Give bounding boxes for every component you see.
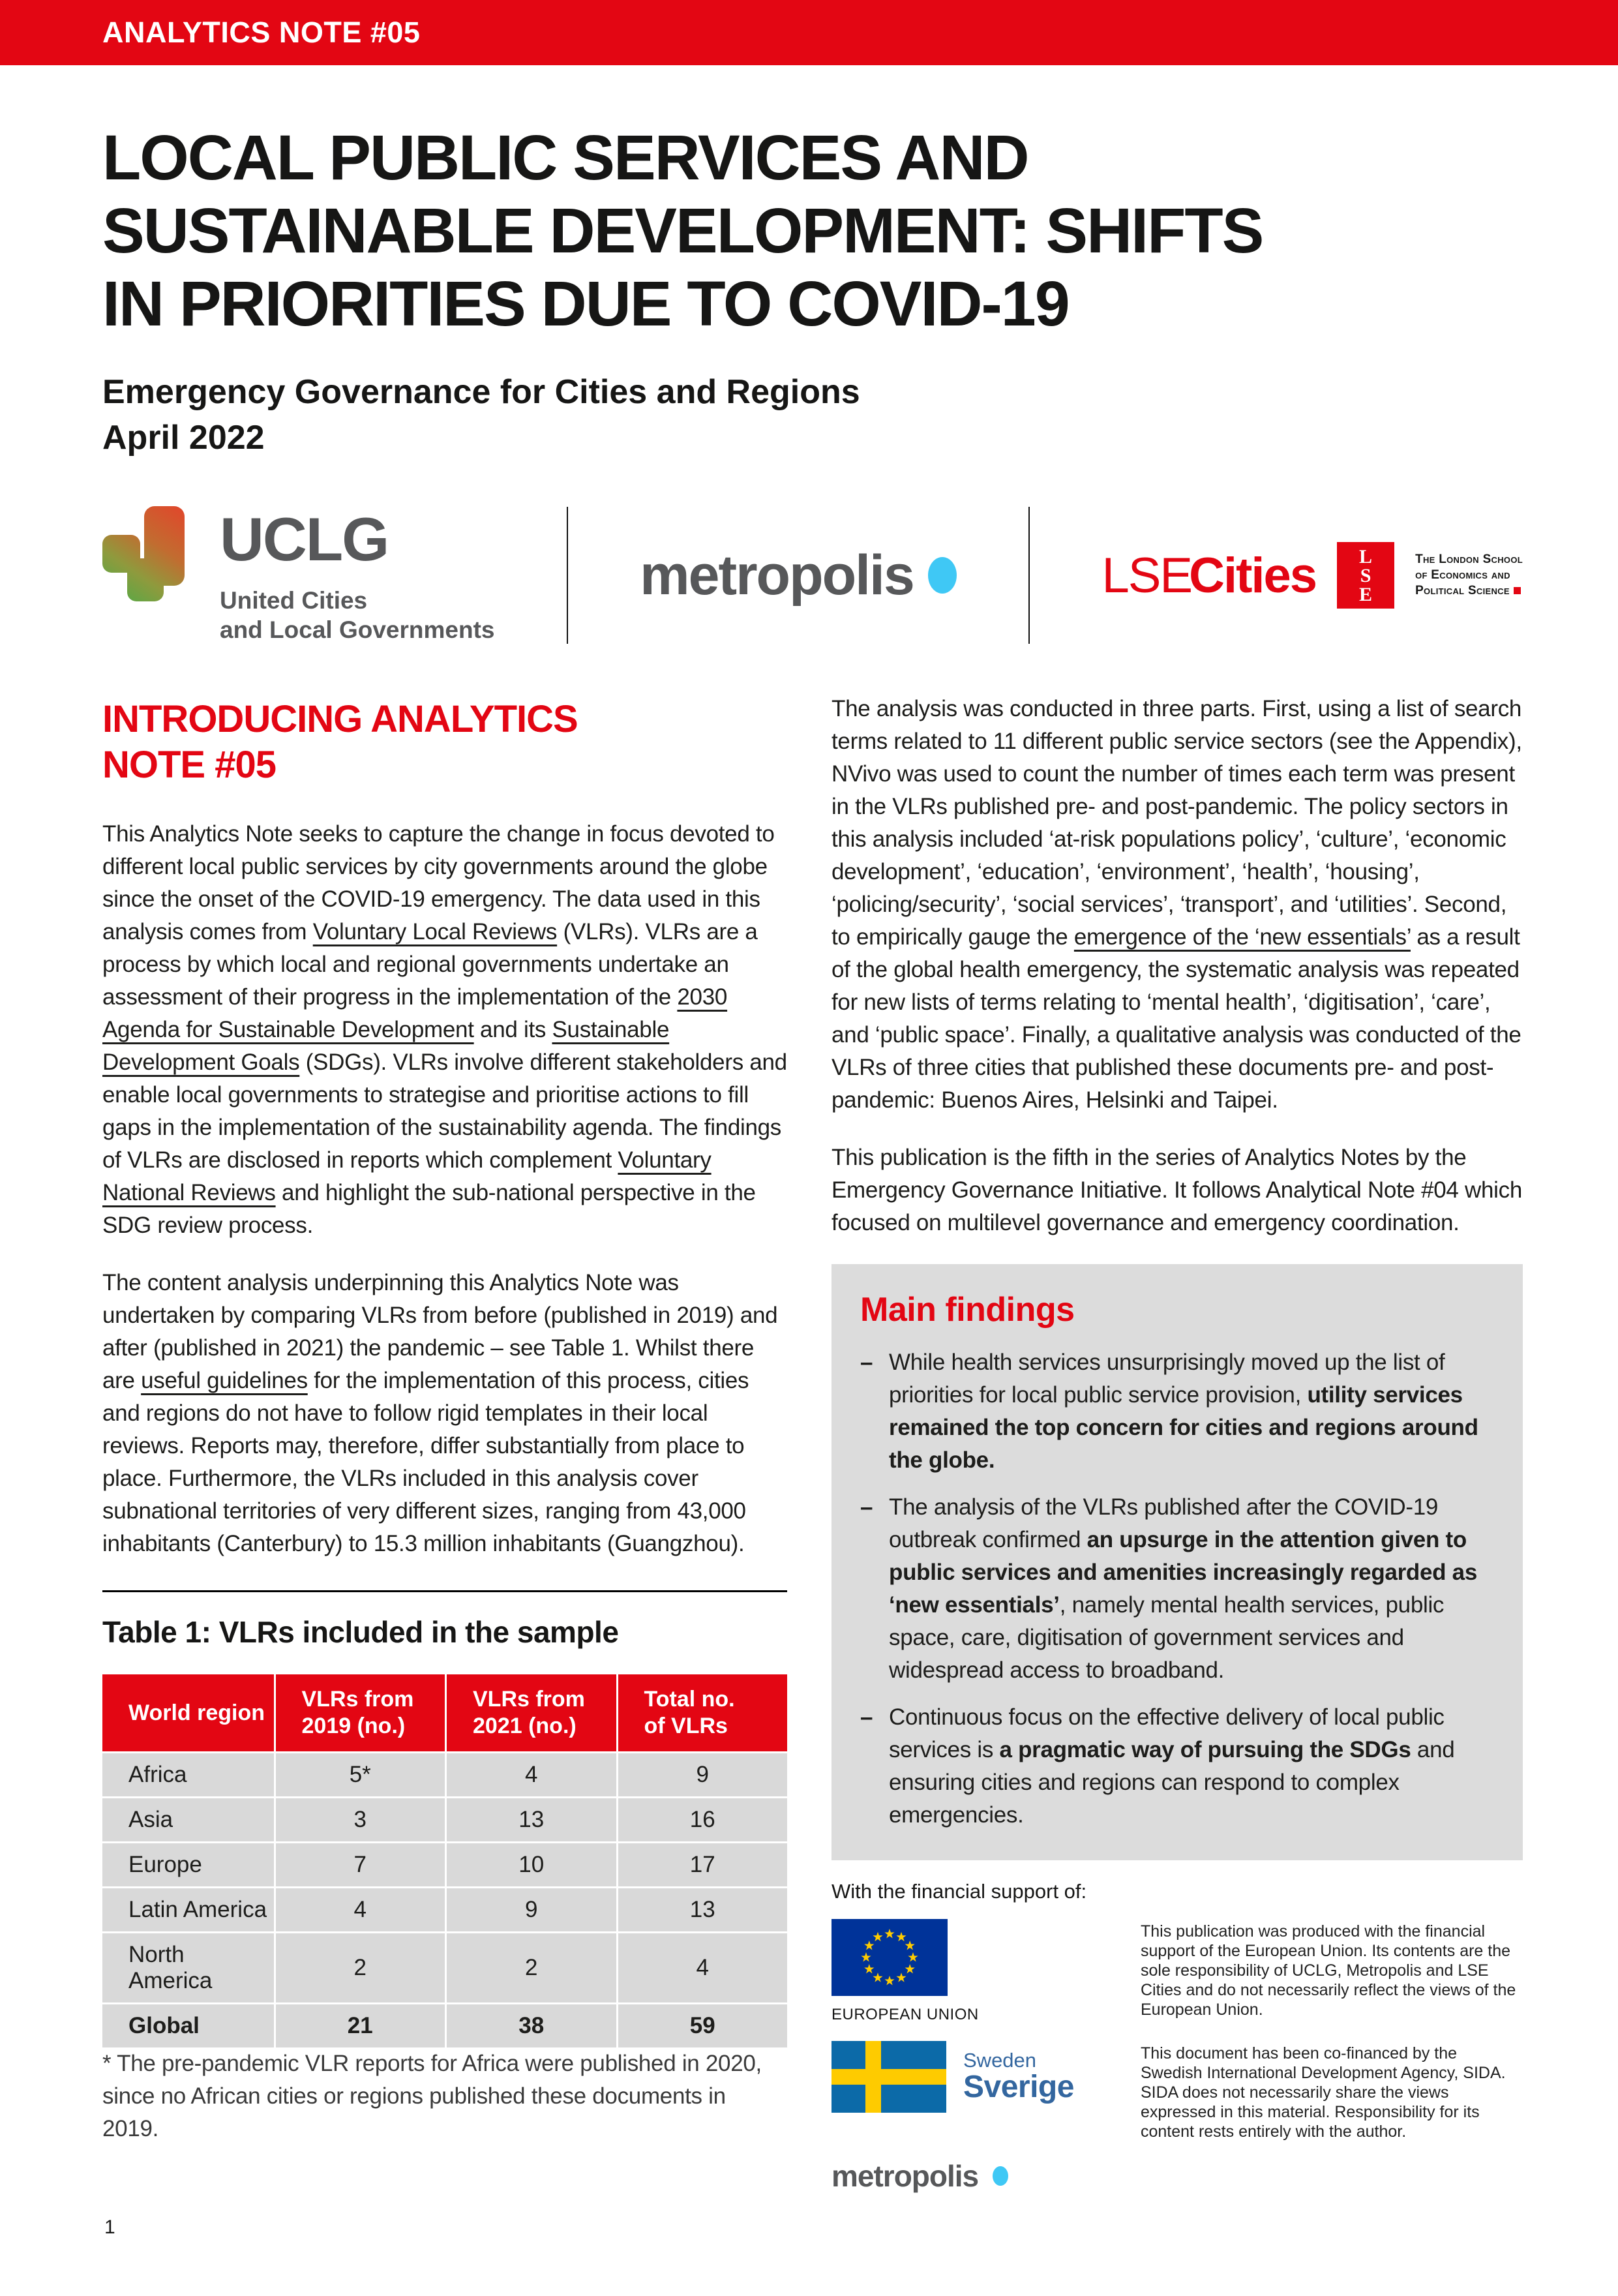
table-cell: 2	[274, 1931, 445, 2002]
paragraph	[831, 1141, 1523, 1239]
table-cell: 59	[616, 2002, 788, 2047]
sweden-word: Sweden	[963, 2048, 1037, 2072]
uclg-logo	[102, 506, 495, 644]
link[interactable]: 2030 Agenda for Sustainable Development	[102, 984, 728, 1042]
table-cell: 2	[445, 1931, 616, 2002]
table-row	[102, 1841, 787, 1886]
lse-letter: S	[1360, 564, 1371, 586]
table-cell: 10	[445, 1841, 616, 1886]
metropolis-logo-footer	[831, 2158, 1523, 2194]
table-cell: 4	[445, 1751, 616, 1796]
sverige-word: Sverige	[963, 2070, 1074, 2105]
lse-letter: L	[1359, 545, 1373, 567]
eu-flag-icon	[831, 1919, 948, 1996]
paragraph	[102, 1267, 787, 1560]
two-column-body	[102, 693, 1523, 2194]
finding-item	[860, 1701, 1494, 1832]
lse-cities-logo	[1101, 547, 1316, 604]
table-cell: 21	[274, 2002, 445, 2047]
table-row	[102, 1751, 787, 1796]
vlr-table	[102, 1674, 787, 2047]
sweden-support-row	[831, 2041, 1523, 2141]
section-heading-line: INTRODUCING ANALYTICS	[102, 698, 578, 740]
table-cell: 4	[616, 1931, 788, 2002]
masthead	[102, 65, 1523, 654]
table-row	[102, 1796, 787, 1841]
uclg-subtitle	[220, 586, 495, 644]
main-findings-title: Main findings	[860, 1291, 1075, 1329]
text-segment: and ensuring cities and regions can respond to complex emergencies.	[889, 1737, 1455, 1828]
table-row	[102, 1931, 787, 2002]
lse-cities-part1: LSE	[1101, 547, 1192, 603]
sweden-disclaimer: This document has been co-financed by the Swedish International Development Agency, SIDA. SIDA does not necessarily share the views expressed in this material. Responsibility for its content rests entirely with the author.	[1141, 2044, 1506, 2141]
bullet-dash: –	[860, 1704, 873, 1730]
table-cell: 16	[616, 1796, 788, 1841]
section-heading-line: NOTE #05	[102, 744, 276, 786]
eu-logo-block	[831, 1919, 1112, 2024]
finding-text	[889, 1701, 1494, 1832]
lse-caption-line: The London School	[1415, 552, 1523, 566]
finding-item	[860, 1491, 1494, 1687]
lse-caption-line: Political Science	[1415, 584, 1510, 597]
table-cell: Europe	[102, 1841, 274, 1886]
text-segment: While health services unsurprisingly moved up the list of priorities for local public service provision,	[889, 1350, 1445, 1408]
link[interactable]: Sustainable Development Goals	[102, 1017, 670, 1075]
text-segment: an upsurge in the attention given to public services and amenities increasingly regarded as ‘new essentials’	[889, 1527, 1477, 1618]
table-cell: 13	[616, 1886, 788, 1931]
page-title	[102, 121, 1523, 340]
bullet-dash: –	[860, 1494, 873, 1520]
lse-caption-line: of Economics and	[1415, 568, 1510, 582]
logo-divider	[567, 507, 568, 644]
text-segment: This publication is the fifth in the series of Analytics Notes by the Emergency Governance Initiative. It follows Analytical Note #04 which focused on multilevel governance and emergency coordination.	[831, 1145, 1523, 1235]
text-segment: for the implementation of this process, cities and regions do not have to follow rigid templates in their local reviews. Reports may, therefore, differ substantially from place to place. Furthermore, the VLRs included in this analysis cover subnational territories of very different sizes, ranging from 43,000 inhabitants (Canterbury) to 15.3 million inhabitants (Guangzhou).	[102, 1368, 749, 1556]
logo-divider	[1028, 507, 1030, 644]
sweden-logo-block	[831, 2041, 1112, 2113]
table-cell: 13	[445, 1796, 616, 1841]
uclg-name: UCLG	[220, 505, 389, 573]
table-cell: North America	[102, 1931, 274, 2002]
text-segment: Continuous focus on the effective delivery of local public services is	[889, 1704, 1445, 1762]
support-section	[831, 1880, 1523, 2141]
main-findings-box	[831, 1264, 1523, 1860]
table-cell: 38	[445, 2002, 616, 2047]
table-cell: Africa	[102, 1751, 274, 1796]
text-segment: The content analysis underpinning this Analytics Note was undertaken by comparing VLRs from before (published in 2019) and after (published in 2021) the pandemic – see Table 1. Whilst there are	[102, 1270, 778, 1393]
metropolis-logo	[640, 543, 957, 608]
uclg-subtitle-line: and Local Governments	[220, 616, 495, 643]
table-header-cell: VLRs from 2021 (no.)	[445, 1674, 616, 1751]
metropolis-wordmark: metropolis	[831, 2159, 979, 2193]
table-cell: Latin America	[102, 1886, 274, 1931]
title-line: IN PRIORITIES DUE TO COVID-19	[102, 268, 1069, 339]
banner	[0, 0, 1618, 65]
lse-logo	[1337, 542, 1394, 609]
table-cell: 3	[274, 1796, 445, 1841]
table-title: Table 1: VLRs included in the sample	[102, 1615, 619, 1649]
subtitle-block	[102, 369, 1523, 461]
support-heading: With the financial support of:	[831, 1880, 1087, 1903]
sweden-flag-icon	[831, 2041, 946, 2113]
subtitle: Emergency Governance for Cities and Regions	[102, 373, 860, 411]
lse-red-square-icon	[1514, 587, 1521, 594]
findings-list	[860, 1346, 1494, 1832]
link[interactable]: Voluntary National Reviews	[102, 1147, 712, 1205]
page-number: 1	[104, 2216, 115, 2238]
text-segment: , namely mental health services, public space, care, digitisation of government services and widespread access to broadband.	[889, 1592, 1445, 1683]
table-cell: 17	[616, 1841, 788, 1886]
table-cell: Global	[102, 2002, 274, 2047]
finding-item	[860, 1346, 1494, 1477]
eu-disclaimer: This publication was produced with the financial support of the European Union. Its contents are the sole responsibility of UCLG, Metropolis and LSE Cities and do not necessarily reflect the views of the European Union.	[1141, 1922, 1516, 2019]
text-segment: as a result of the global health emergency, the systematic analysis was repeated for new lists of terms relating to ‘mental health’, ‘digitisation’, ‘care’, and ‘public space’. Finally, a qualitative analysis was conducted of the VLRs of three cities that published these documents pre- and post-pandemic: Buenos Aires, Helsinki and Taipei.	[831, 924, 1521, 1113]
lse-letter: E	[1359, 583, 1373, 605]
text-segment: (SDGs). VLRs involve different stakeholders and enable local governments to strategise and prioritise actions to fill gaps in the implementation of the sustainability agenda. The findings of VLRs are disclosed in reports which complement	[102, 1050, 787, 1173]
logo-strip	[102, 497, 1523, 654]
uclg-subtitle-line: United Cities	[220, 587, 368, 614]
table-header-row	[102, 1674, 787, 1751]
paragraph	[831, 693, 1523, 1117]
table-cell: 9	[445, 1886, 616, 1931]
text-segment: The analysis of the VLRs published after the COVID-19 outbreak confirmed	[889, 1494, 1439, 1552]
lse-caption	[1415, 552, 1523, 599]
table-header-cell: Total no. of VLRs	[616, 1674, 788, 1751]
lse-logos	[1101, 542, 1523, 609]
eu-support-row	[831, 1919, 1523, 2024]
table-cell: 5*	[274, 1751, 445, 1796]
divider	[102, 1590, 787, 1592]
uclg-wordmark	[220, 506, 495, 644]
link[interactable]: Voluntary Local Reviews	[312, 919, 558, 944]
title-line: LOCAL PUBLIC SERVICES AND	[102, 122, 1028, 193]
date: April 2022	[102, 419, 265, 457]
table-cell: Asia	[102, 1796, 274, 1841]
link[interactable]: useful guidelines	[141, 1368, 308, 1393]
paragraph	[102, 818, 787, 1242]
metropolis-dot-icon	[993, 2166, 1008, 2186]
table-row	[102, 1886, 787, 1931]
section-heading	[102, 697, 787, 788]
text-segment: and highlight the sub-national perspective in the SDG review process.	[102, 1180, 756, 1238]
finding-text	[889, 1491, 1494, 1687]
uclg-icon	[102, 506, 200, 603]
table-cell: 7	[274, 1841, 445, 1886]
text-segment: The analysis was conducted in three parts. First, using a list of search terms related to 11 different public service sectors (see the Appendix), NVivo was used to count the number of times each term was present in the VLRs published pre- and post-pandemic. The policy sectors in this analysis included ‘at-risk populations policy’, ‘culture’, ‘economic development’, ‘education’, ‘environment’, ‘health’, ‘housing’, ‘policing/security’, ‘social services’, ‘transport’, and ‘utilities’. Second, to empirically gauge the	[831, 696, 1522, 950]
text-segment: utility services remained the top concern for cities and regions around the globe.	[889, 1382, 1478, 1473]
eu-caption: EUROPEAN UNION	[831, 2006, 979, 2023]
table-header-cell: World region	[102, 1674, 274, 1751]
finding-text	[889, 1346, 1494, 1477]
text-segment: and its	[473, 1017, 552, 1042]
left-column	[102, 693, 787, 2194]
bullet-dash: –	[860, 1350, 873, 1375]
sweden-wordmark	[963, 2050, 1074, 2104]
metropolis-wordmark: metropolis	[640, 543, 914, 607]
link[interactable]: emergence of the ‘new essentials’	[1073, 924, 1411, 950]
table-cell: 9	[616, 1751, 788, 1796]
right-column	[831, 693, 1523, 2194]
text-segment: (VLRs). VLRs are a process by which local and regional governments undertake an assessment of their progress in the implementation of the	[102, 919, 758, 1010]
text-segment: This Analytics Note seeks to capture the change in focus devoted to different local public services by city governments around the globe since the onset of the COVID-19 emergency. The data used in this analysis comes from	[102, 821, 775, 944]
table-row	[102, 2002, 787, 2047]
table-header-cell: VLRs from 2019 (no.)	[274, 1674, 445, 1751]
title-line: SUSTAINABLE DEVELOPMENT: SHIFTS	[102, 195, 1263, 266]
lse-cities-part2: Cities	[1189, 547, 1317, 603]
metropolis-dot-icon	[928, 557, 957, 594]
text-segment: a pragmatic way of pursuing the SDGs	[999, 1737, 1411, 1762]
table-footnote: * The pre-pandemic VLR reports for Africa were published in 2020, since no African cities or regions published these documents in 2019.	[102, 2051, 762, 2141]
table-cell: 4	[274, 1886, 445, 1931]
banner-title: ANALYTICS NOTE #05	[102, 16, 421, 49]
